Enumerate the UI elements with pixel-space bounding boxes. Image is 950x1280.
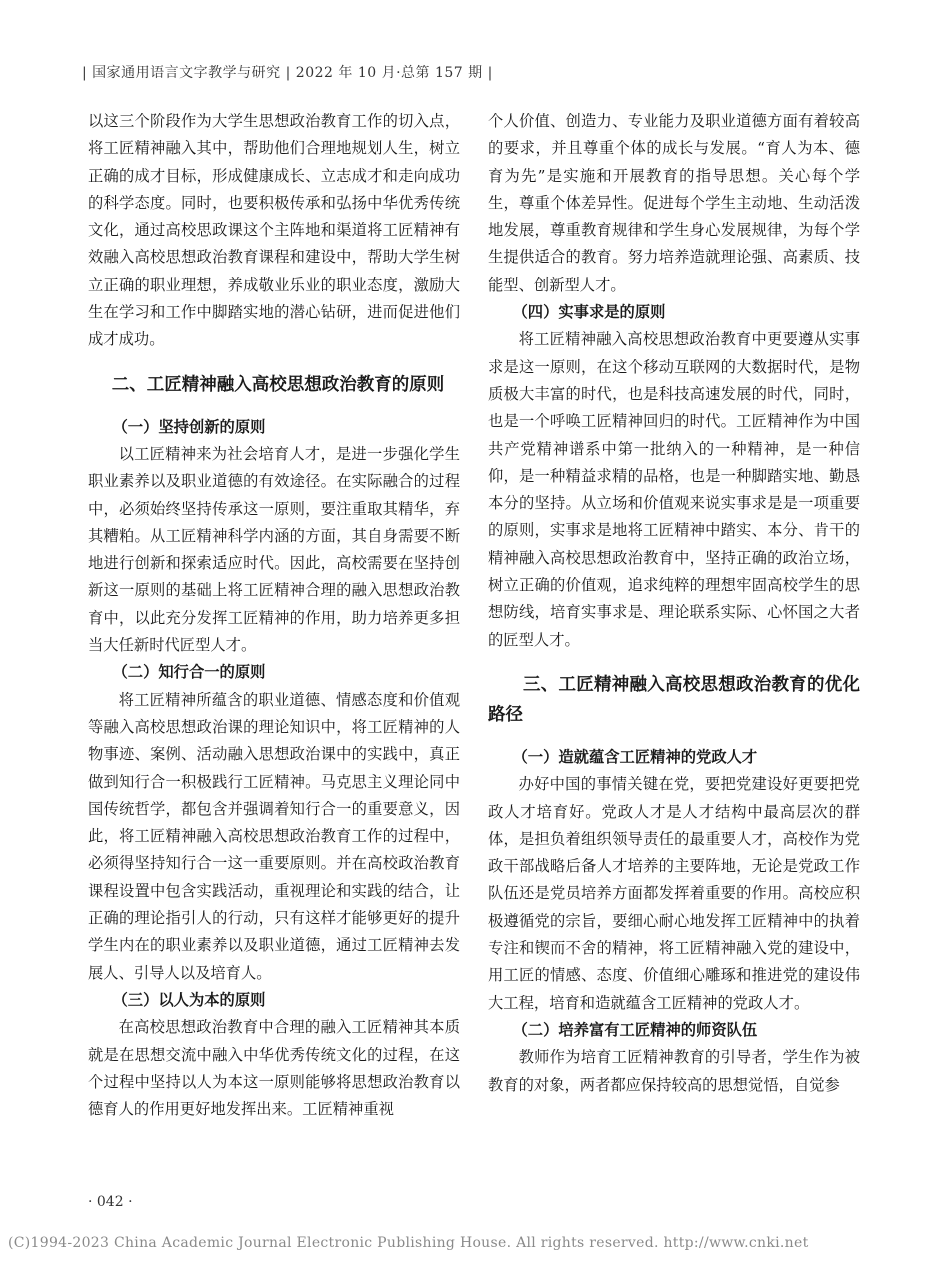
subsection-2-heading: （二）知行合一的原则 — [112, 663, 266, 682]
right-column — [488, 108, 860, 1099]
page-number: · 042 · — [88, 1194, 133, 1210]
left-column — [88, 108, 460, 1123]
paragraph-intro: 以这三个阶段作为大学生思想政治教育工作的切入点，将工匠精神融入其中，帮助他们合理地规划人生，树立正确的成才目标，形成健康成长、立志成才和走向成功的科学态度。同时，也要积极传承和弘扬中华优秀传统文化，通过高校思政课这个主阵地和渠道将工匠精神有效融入高校思想政治教育课程和建设中，帮助大学生树立正确的职业理想，养成敬业乐业的职业态度，激励大生在学习和工作中脚踏实地的潜心钻研，进而促进他们成才成功。 — [88, 112, 460, 349]
path-1-heading: （一）造就蕴含工匠精神的党政人才 — [512, 747, 758, 766]
subsection-4-heading: （四）实事求是的原则 — [512, 303, 666, 322]
path-2-heading: （二）培养富有工匠精神的师资队伍 — [512, 1020, 758, 1039]
subsection-2-text: 将工匠精神所蕴含的职业道德、情感态度和价值观等融入高校思想政治课的理论知识中，将工匠精神的人物事迹、案例、活动融入思想政治课中的实践中，真正做到知行合一积极践行工匠精神。马克思主义理论同中国传统哲学，都包含并强调着知行合一的重要意义，因此，将工匠精神融入高校思想政治教育工作的过程中，必须得坚持知行合一这一重要原则。并在高校政治教育课程设置中包含实践活动，重视理论和实践的结合，让正确的理论指引人的行动，只有这样才能够更好的提升学生内在的职业素养以及职业道德，通过工匠精神去发展人、引导人以及培育人。 — [88, 690, 460, 982]
subsection-1-text: 以工匠精神来为社会培育人才，是进一步强化学生职业素养以及职业道德的有效途径。在实际融合的过程中，必须始终坚持传承这一原则，要注重取其精华，弃其糟粕。从工匠精神科学内涵的方面，其自身需要不断地进行创新和探索适应时代。因此，高校需要在坚持创新这一原则的基础上将工匠精神合理的融入思想政治教育中，以此充分发挥工匠精神的作用，助力培养更多担当大任新时代匠型人才。 — [88, 444, 460, 655]
subsection-1-heading: （一）坚持创新的原则 — [112, 417, 266, 436]
copyright-footer: (C)1994-2023 China Academic Journal Electronic Publishing House. All rights reserved. http://www.cnki.net — [8, 1235, 809, 1251]
paragraph-continued: 个人价值、创造力、专业能力及职业道德方面有着较高的要求，并且尊重个体的成长与发展。“育人为本、德育为先”是实施和开展教育的指导思想。关心每个学生，尊重个体差异性。促进每个学生主动地、生动活泼地发展，尊重教育规律和学生身心发展规律，为每个学生提供适合的教育。努力培养造就理论强、高素质、技能型、创新型人才。 — [488, 112, 860, 294]
path-1-text: 办好中国的事情关键在党，要把党建设好更要把党政人才培育好。党政人才是人才结构中最高层次的群体，是担负着组织领导责任的最重要人才，高校作为党政干部战略后备人才培养的主要阵地，无论是党政工作队伍还是党员培养方面都发挥着重要的作用。高校应积极遵循党的宗旨，要细心耐心地发挥工匠精神中的执着专注和锲而不舍的精神，将工匠精神融入党的建设中，用工匠的情感、态度、价值细心雕琢和推进党的建设伟大工程，培育和造就蕴含工匠精神的党政人才。 — [488, 775, 860, 1012]
running-header: | 国家通用语言文字教学与研究 | 2022 年 10 月·总第 157 期 | — [82, 65, 493, 81]
subsection-4-text: 将工匠精神融入高校思想政治教育中更要遵从实事求是这一原则，在这个移动互联网的大数据时代，是物质极大丰富的时代，也是科技高速发展的时代，同时，也是一个呼唤工匠精神回归的时代。工匠精神作为中国共产党精神谱系中第一批纳入的一种精神，是一种信仰，是一种精益求精的品格，也是一种脚踏实地、勤恳本分的坚持。从立场和价值观来说实事求是是一项重要的原则，实事求是地将工匠精神中踏实、本分、肯干的精神融入高校思想政治教育中，坚持正确的政治立场，树立正确的价值观，追求纯粹的理想牢固高校学生的思想防线，培育实事求是、理论联系实际、心怀国之大者的匠型人才。 — [488, 330, 860, 649]
section-2-heading: 二、工匠精神融入高校思想政治教育的原则 — [111, 374, 445, 395]
section-3-heading: 三、工匠精神融入高校思想政治教育的优化路径 — [488, 674, 860, 725]
subsection-3-heading: （三）以人为本的原则 — [112, 990, 266, 1009]
subsection-3-text: 在高校思想政治教育中合理的融入工匠精神其本质就是在思想交流中融入中华优秀传统文化的过程，在这个过程中坚持以人为本这一原则能够将思想政治教育以德育人的作用更好地发挥出来。工匠精神重视 — [88, 1018, 460, 1119]
path-2-text: 教师作为培育工匠精神教育的引导者，学生作为被教育的对象，两者都应保持较高的思想觉悟，自觉参 — [488, 1048, 860, 1094]
